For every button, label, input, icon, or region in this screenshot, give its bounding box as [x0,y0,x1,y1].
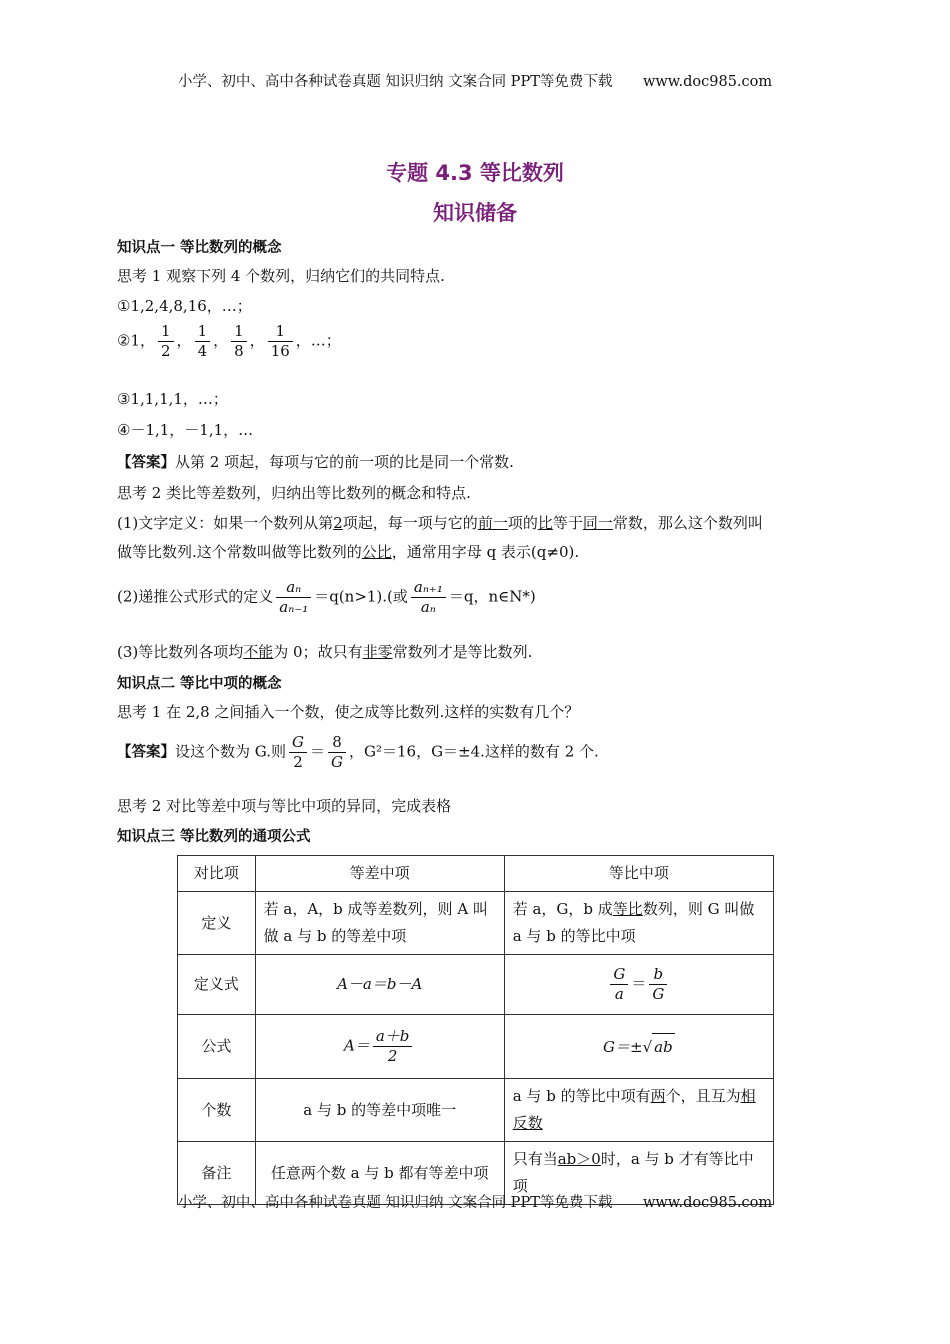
kp1-think1: 思考 1 观察下列 4 个数列，归纳它们的共同特点. [117,267,445,285]
cell-def-geo: 若 a，G，b 成等比数列，则 G 叫做 a 与 b 的等比中项 [504,892,773,955]
kp2-answer: 【答案】设这个数为 G.则 $\frac{G}{2}$ ＝ $\frac{8}{G}$ ，G²＝16，G＝±4.这样的数有 2 个. [117,733,599,771]
kp1-heading: 知识点一 等比数列的概念 [117,240,282,256]
cell-count-geo: a 与 b 的等比中项有两个，且互为相反数 [504,1079,773,1142]
cell-defexpr-arith: A－a＝b－A [255,955,504,1015]
kp1-seq2: ②1， $\frac{1}{2}$ ， $\frac{1}{4}$ ， $\frac{1}{8}$ ， $\frac{1}{16}$ ，…； [117,322,341,360]
kp2-frac-2: $\frac{8}{G}$ [328,733,346,772]
page-subtitle: 知识储备 [433,201,517,225]
cell-formula-arith: A＝ $\frac{a+b}{2}$ [255,1015,504,1079]
kp1-think2: 思考 2 类比等差数列，归纳出等比数列的概念和特点. [117,484,471,502]
answer-label: 【答案】 [117,455,175,471]
comparison-table [177,855,774,1205]
kp1-seq4: ④－1,1，－1,1，… [117,421,254,439]
kp2-think1: 思考 1 在 2,8 之间插入一个数，使之成等比数列.这样的实数有几个？ [117,703,580,721]
kp2-think2: 思考 2 对比等差中项与等比中项的异同，完成表格 [117,797,452,815]
def1-line2: 做等比数列.这个常数叫做等比数列的公比，通常用字母 q 表示(q≠0). [117,543,580,561]
row-label: 备注 [178,1142,256,1205]
cell-note-geo: 只有当ab＞0时，a 与 b 才有等比中项 [504,1142,773,1205]
def2-frac-1: $\frac{\text{aₙ}}{\text{aₙ₋₁}}$ [276,578,311,617]
kp2-heading: 知识点二 等比中项的概念 [117,676,282,692]
kp2-frac-1: $\frac{G}{2}$ [289,733,307,772]
seq2-prefix: ②1， [117,331,155,350]
seq2-frac-1: $\frac{1}{2}$ [158,322,174,361]
table-header: 等差中项 [255,856,504,892]
row-label: 公式 [178,1015,256,1079]
kp1-seq1: ①1,2,4,8,16，…； [117,297,252,315]
table-row [178,955,774,1015]
page-footer [0,1191,950,1212]
header-text: 小学、初中、高中各种试卷真题 知识归纳 文案合同 PPT等免费下载 [177,74,613,90]
page-title: 专题 4.3 等比数列 [386,161,564,185]
footer-text: 小学、初中、高中各种试卷真题 知识归纳 文案合同 PPT等免费下载 [177,1195,613,1211]
table-header: 对比项 [178,856,256,892]
page-header [0,70,950,91]
row-label: 定义式 [178,955,256,1015]
def3-line: (3)等比数列各项均不能为 0；故只有非零常数列才是等比数列. [117,643,533,661]
cell-def-arith: 若 a，A，b 成等差数列，则 A 叫做 a 与 b 的等差中项 [255,892,504,955]
table-header: 等比中项 [504,856,773,892]
row-label: 定义 [178,892,256,955]
seq2-suffix: ，…； [295,331,341,350]
seq2-frac-2: $\frac{1}{4}$ [195,322,211,361]
cell-formula-geo: G＝±√ ab [504,1015,773,1079]
def1-line1: (1)文字定义：如果一个数列从第2项起，每一项与它的前一项的比等于同一常数，那么这个数列叫 [117,514,763,532]
kp1-seq3: ③1,1,1,1，…； [117,390,228,408]
kp1-answer [117,451,514,472]
kp3-heading: 知识点三 等比数列的通项公式 [117,829,311,845]
table-row [178,1015,774,1079]
table-row [178,1079,774,1142]
cell-count-arith: a 与 b 的等差中项唯一 [255,1079,504,1142]
answer-text: 从第 2 项起，每项与它的前一项的比是同一个常数. [175,453,514,471]
seq2-frac-3: $\frac{1}{8}$ [231,322,247,361]
def2-frac-2: $\frac{\text{aₙ₊₁}}{\text{aₙ}}$ [411,578,446,617]
cell-defexpr-geo: $\frac{G}{a}$ ＝ $\frac{b}{G}$ [504,955,773,1015]
table-header-row [178,856,774,892]
seq2-frac-4: $\frac{1}{16}$ [268,322,293,361]
row-label: 个数 [178,1079,256,1142]
def2-line: (2)递推公式形式的定义 $\frac{\text{aₙ}}{\text{aₙ₋₁}}$ ＝q(n>1).(或 $\frac{\text{aₙ₊₁}}{\text{aₙ}}$ ＝q，n∈N*) [117,578,536,616]
cell-note-arith: 任意两个数 a 与 b 都有等差中项 [255,1142,504,1205]
footer-site[interactable]: www.doc985.com [642,1195,773,1211]
table-row [178,892,774,955]
header-site[interactable]: www.doc985.com [642,74,773,90]
